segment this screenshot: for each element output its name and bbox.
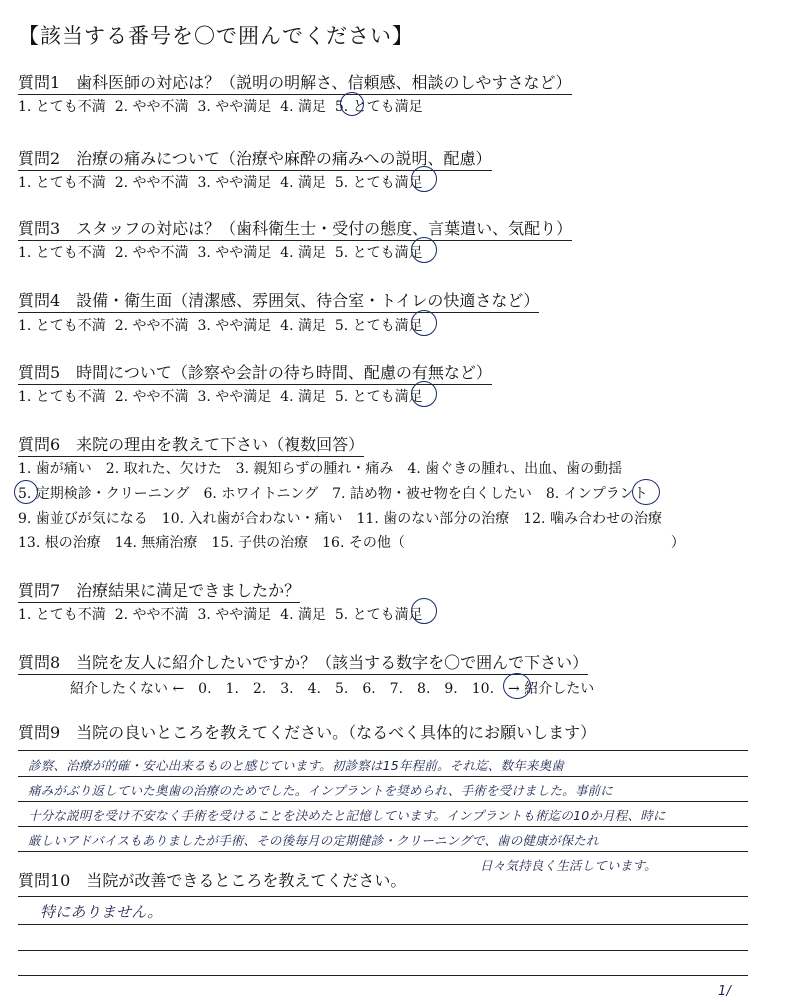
q6-line-3[interactable]: 9. 歯並びが気になる 10. 入れ歯が合わない・痛い 11. 歯のない部分の治療 12. 噛み合わせの治療 — [18, 511, 662, 527]
answer-line — [18, 776, 748, 777]
question-8-label: 質問8 当院を友人に紹介したいですか？（該当する数字を〇で囲んで下さい） — [18, 650, 588, 675]
answer-line — [18, 950, 748, 951]
q6-line-1[interactable]: 1. 歯が痛い 2. 取れた、欠けた 3. 親知らずの腫れ・痛み 4. 歯ぐきの腫れ、出血、歯の動揺 — [18, 461, 623, 477]
option-1[interactable]: 1. とても不満 — [18, 607, 106, 623]
question-10-label: 質問10 当院が改善できるところを教えてください。 — [18, 871, 407, 890]
selection-circle — [411, 381, 437, 407]
question-3-options — [18, 242, 423, 262]
form-title: 【該当する番号を〇で囲んでください】 — [18, 24, 414, 48]
option-5[interactable]: 5. とても満足 — [334, 245, 423, 261]
selection-circle — [503, 673, 531, 699]
option-5[interactable]: 5. とても満足 — [334, 607, 423, 623]
option-4[interactable]: 4. 満足 — [280, 318, 326, 334]
option-3[interactable]: 3. やや満足 — [197, 607, 272, 623]
option-3[interactable]: 3. やや満足 — [197, 99, 272, 115]
selection-circle — [411, 310, 437, 336]
answer-line — [18, 801, 748, 802]
option-1[interactable]: 1. とても不満 — [18, 245, 106, 261]
option-2[interactable]: 2. やや不満 — [114, 175, 189, 191]
q10-answer[interactable]: 特にありません。 — [40, 903, 163, 921]
option-1[interactable]: 1. とても不満 — [18, 175, 106, 191]
option-2[interactable]: 2. やや不満 — [114, 318, 189, 334]
question-2-options — [18, 172, 423, 192]
question-4-label: 質問4 設備・衛生面（清潔感、雰囲気、待合室・トイレの快適さなど） — [18, 288, 539, 313]
answer-line — [18, 975, 748, 976]
option-1[interactable]: 1. とても不満 — [18, 389, 106, 405]
answer-line — [18, 826, 748, 827]
answer-line — [18, 750, 748, 751]
question-5-options — [18, 386, 423, 406]
option-3[interactable]: 3. やや満足 — [197, 245, 272, 261]
option-5[interactable]: 5. とても満足 — [334, 175, 423, 191]
question-4-options — [18, 315, 423, 335]
option-5[interactable]: 5. とても満足 — [334, 99, 423, 115]
question-2-label: 質問2 治療の痛みについて（治療や麻酔の痛みへの説明、配慮） — [18, 146, 492, 171]
option-4[interactable]: 4. 満足 — [280, 389, 326, 405]
q6-line-4[interactable]: 13. 根の治療 14. 無痛治療 15. 子供の治療 16. その他（ ） — [18, 535, 685, 551]
answer-line — [18, 896, 748, 897]
option-2[interactable]: 2. やや不満 — [114, 99, 189, 115]
option-2[interactable]: 2. やや不満 — [114, 389, 189, 405]
selection-circle — [411, 598, 437, 624]
option-4[interactable]: 4. 満足 — [280, 245, 326, 261]
q9-answer-line-1[interactable]: 診察、治療が的確・安心出来るものと感じています。初診察は15年程前。それ迄、数年来奥歯 — [28, 758, 565, 773]
selection-circle — [411, 166, 437, 192]
q9-answer-line-5[interactable]: 日々気持良く生活しています。 — [480, 858, 657, 873]
option-3[interactable]: 3. やや満足 — [197, 389, 272, 405]
selection-circle — [411, 237, 437, 263]
answer-line — [18, 851, 748, 852]
option-1[interactable]: 1. とても不満 — [18, 99, 106, 115]
question-7-label: 質問7 治療結果に満足できましたか？ — [18, 578, 300, 603]
q8-scale[interactable]: 紹介したくない ← 0. 1. 2. 3. 4. 5. 6. 7. 8. 9. 10. → 紹介したい — [70, 681, 595, 697]
selection-circle — [14, 480, 38, 504]
selection-circle — [632, 479, 660, 505]
option-5[interactable]: 5. とても満足 — [334, 318, 423, 334]
option-2[interactable]: 2. やや不満 — [114, 607, 189, 623]
option-3[interactable]: 3. やや満足 — [197, 318, 272, 334]
option-4[interactable]: 4. 満足 — [280, 607, 326, 623]
question-9-label: 質問9 当院の良いところを教えてください。（なるべく具体的にお願いします） — [18, 723, 597, 742]
answer-line — [18, 924, 748, 925]
q9-answer-line-3[interactable]: 十分な説明を受け不安なく手術を受けることを決めたと記憶しています。インプラントも術迄の10か月程、時に — [28, 808, 666, 823]
option-4[interactable]: 4. 満足 — [280, 99, 326, 115]
question-3-label: 質問3 スタッフの対応は？（歯科衛生士・受付の態度、言葉遣い、気配り） — [18, 216, 572, 241]
option-2[interactable]: 2. やや不満 — [114, 245, 189, 261]
q6-line-2[interactable]: 5. 定期検診・クリーニング 6. ホワイトニング 7. 詰め物・被せ物を白くしたい 8. インプラント — [18, 486, 648, 502]
question-7-options — [18, 604, 423, 624]
question-6-label: 質問6 来院の理由を教えて下さい（複数回答） — [18, 432, 364, 457]
option-5[interactable]: 5. とても満足 — [334, 389, 423, 405]
question-5-label: 質問5 時間について（診察や会計の待ち時間、配慮の有無など） — [18, 360, 492, 385]
q9-answer-line-4[interactable]: 厳しいアドバイスもありましたが手術、その後毎月の定期健診・クリーニングで、歯の健康が保たれ — [28, 833, 599, 848]
question-1-label: 質問1 歯科医師の対応は？（説明の明解さ、信頼感、相談のしやすさなど） — [18, 70, 572, 95]
page-mark: 1/ — [718, 984, 732, 999]
option-4[interactable]: 4. 満足 — [280, 175, 326, 191]
q9-answer-line-2[interactable]: 痛みがぶり返していた奥歯の治療のためでした。インプラントを奨められ、手術を受けました。事前に — [28, 783, 613, 798]
option-3[interactable]: 3. やや満足 — [197, 175, 272, 191]
option-1[interactable]: 1. とても不満 — [18, 318, 106, 334]
selection-circle — [340, 92, 364, 116]
